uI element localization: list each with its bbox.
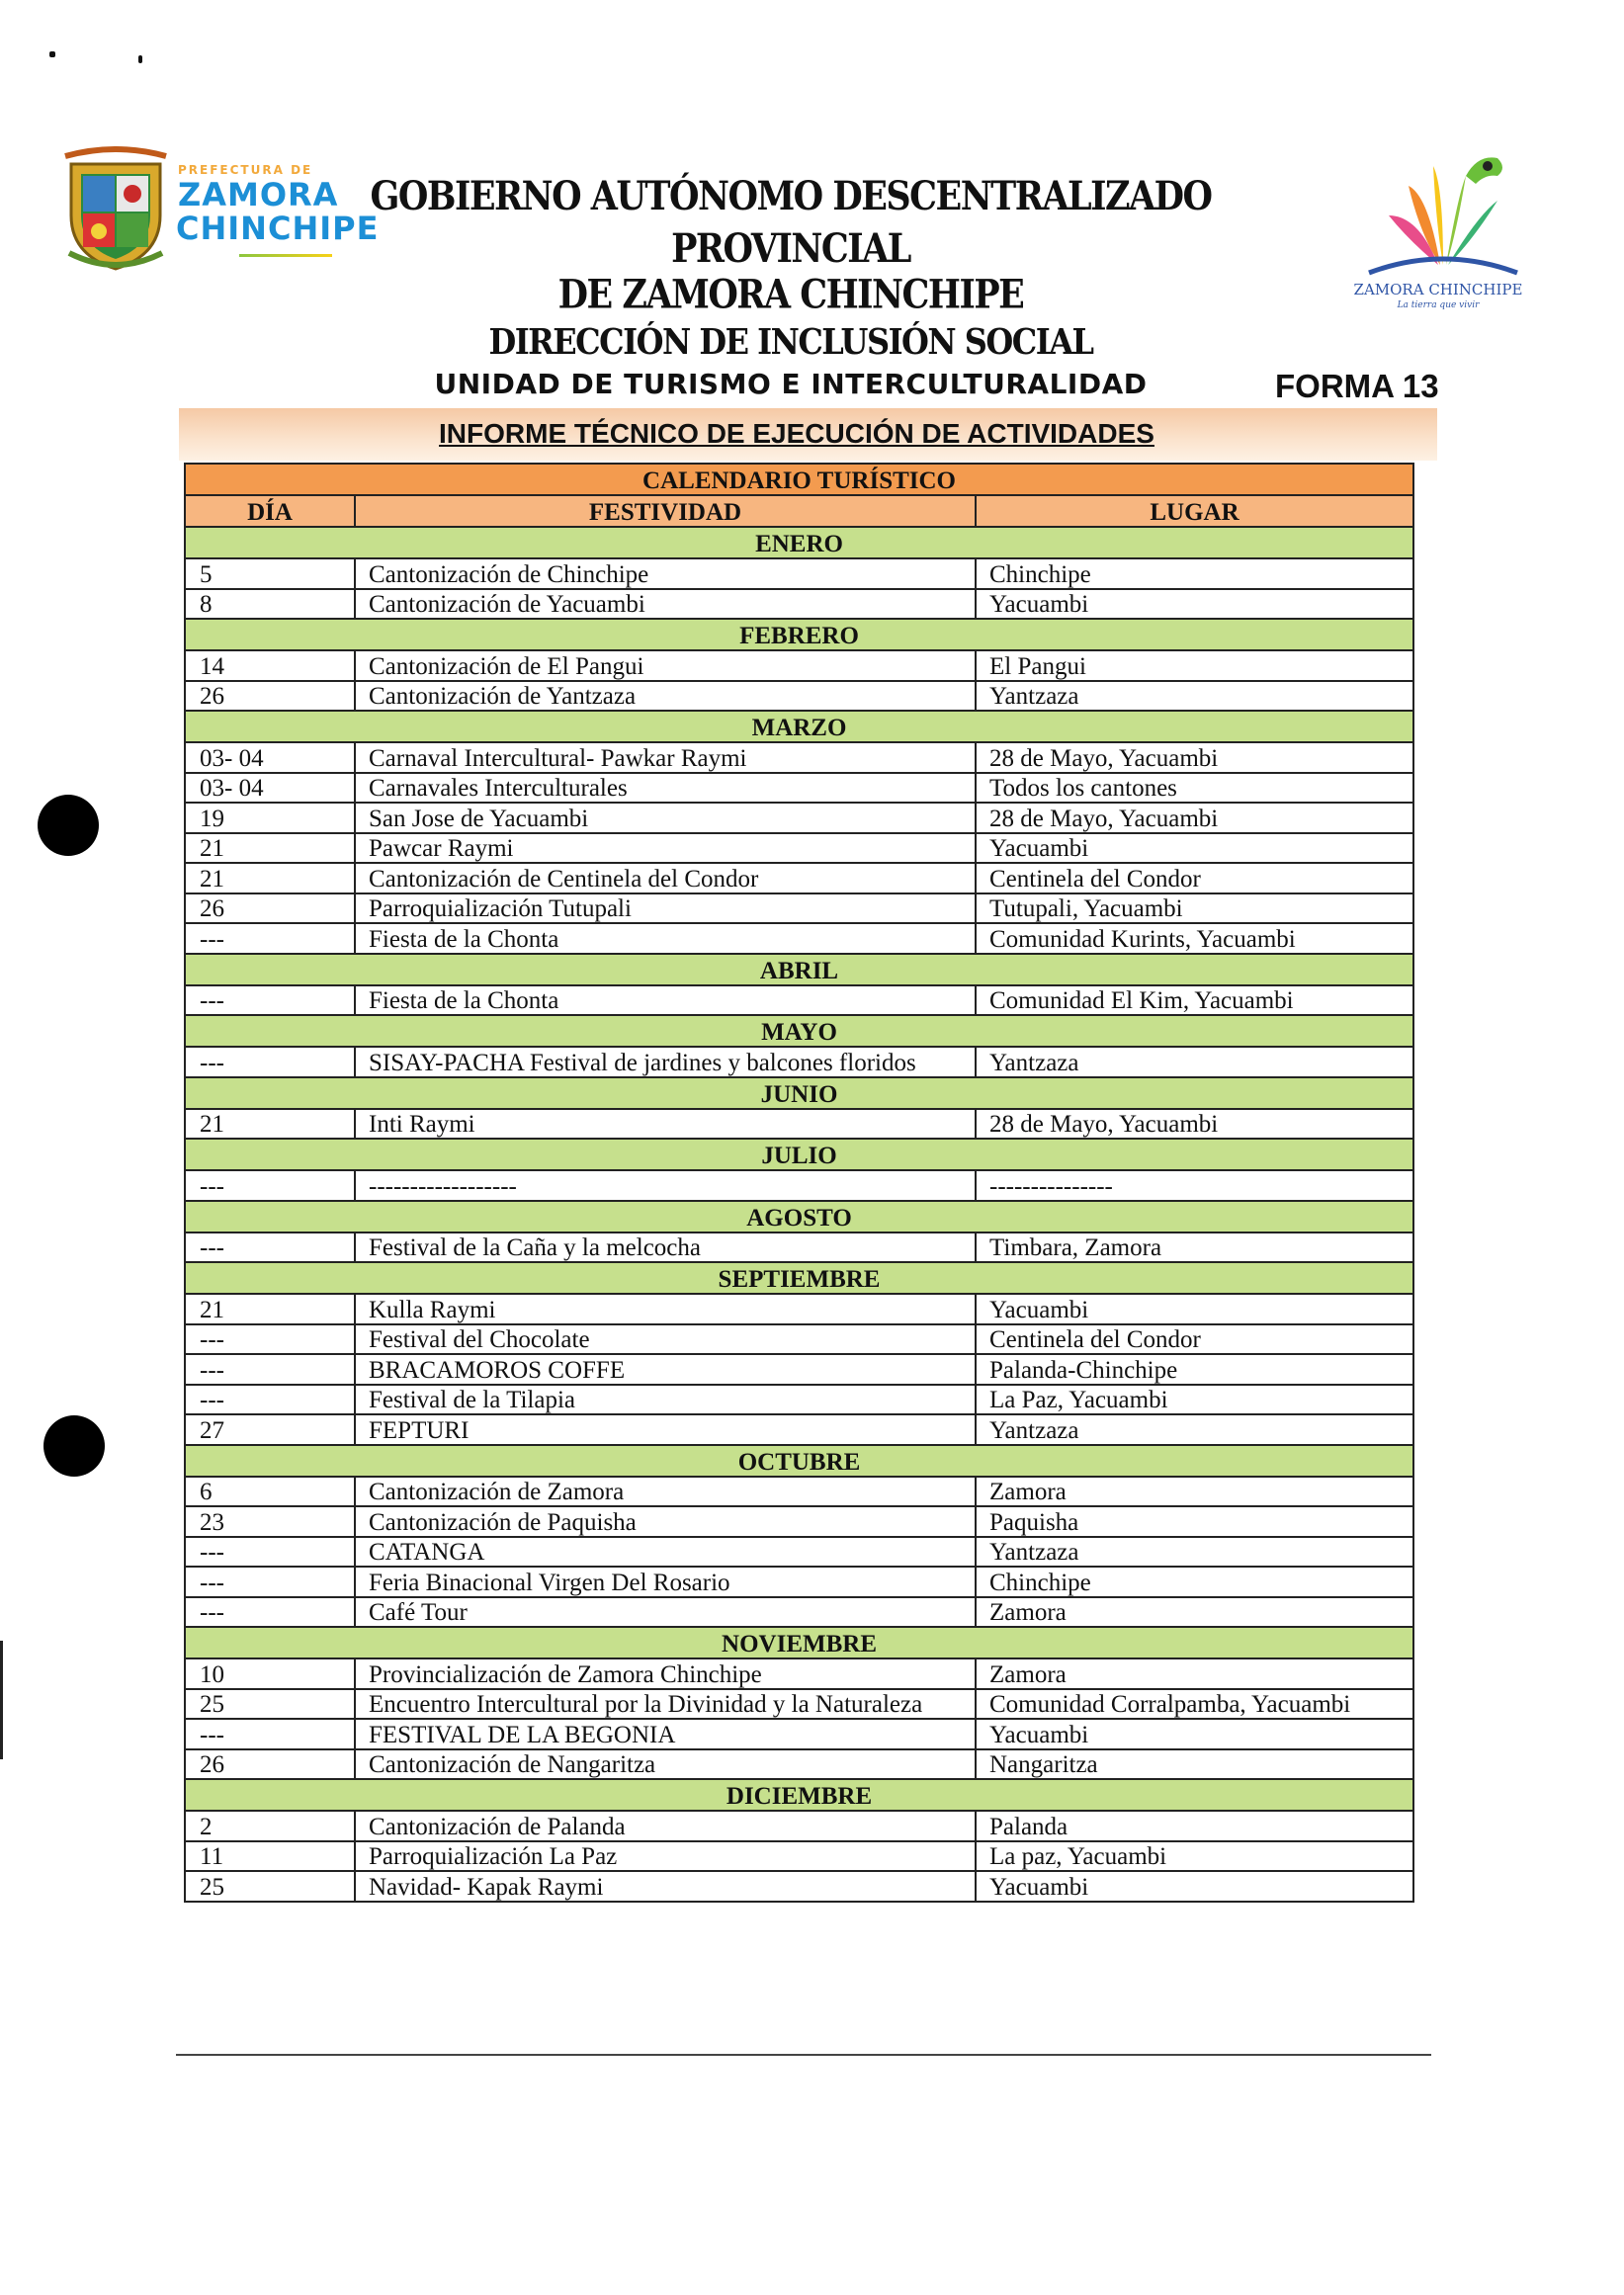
place-cell: Centinela del Condor	[976, 863, 1413, 893]
day-cell: ---	[185, 985, 355, 1016]
place-cell: La Paz, Yacuambi	[976, 1385, 1413, 1415]
place-cell: 28 de Mayo, Yacuambi	[976, 742, 1413, 773]
table-row	[185, 833, 1413, 864]
day-cell: 26	[185, 681, 355, 712]
month-name: MARZO	[185, 711, 1413, 742]
coat-of-arms-icon	[61, 146, 170, 275]
place-cell: Zamora	[976, 1658, 1413, 1689]
day-cell: ---	[185, 1567, 355, 1597]
festivity-cell: Carnaval Intercultural- Pawkar Raymi	[355, 742, 976, 773]
table-row	[185, 1841, 1413, 1872]
table-row	[185, 681, 1413, 712]
place-cell: Yacuambi	[976, 1871, 1413, 1902]
month-header-row	[185, 711, 1413, 742]
punch-hole	[43, 1415, 105, 1477]
place-cell: Tutupali, Yacuambi	[976, 893, 1413, 924]
place-cell: Yacuambi	[976, 1719, 1413, 1749]
place-cell: Yantzaza	[976, 1537, 1413, 1568]
festivity-cell: ------------------	[355, 1170, 976, 1201]
month-header-row	[185, 1627, 1413, 1658]
day-cell: 8	[185, 589, 355, 620]
table-row	[185, 1385, 1413, 1415]
column-header-lugar: LUGAR	[976, 495, 1413, 527]
punch-hole	[38, 795, 99, 856]
festivity-cell: Inti Raymi	[355, 1109, 976, 1140]
place-cell: Palanda	[976, 1811, 1413, 1841]
day-cell: 21	[185, 863, 355, 893]
place-cell: Chinchipe	[976, 558, 1413, 589]
table-row	[185, 1749, 1413, 1780]
day-cell: 21	[185, 833, 355, 864]
place-cell: Centinela del Condor	[976, 1324, 1413, 1355]
month-name: NOVIEMBRE	[185, 1627, 1413, 1658]
place-cell: Yantzaza	[976, 1047, 1413, 1077]
day-cell: 26	[185, 1749, 355, 1780]
logo-small-text: PREFECTURA DE	[178, 163, 313, 177]
table-row	[185, 923, 1413, 954]
festivity-cell: Navidad- Kapak Raymi	[355, 1871, 976, 1902]
brand-name: ZAMORA CHINCHIPE	[1353, 281, 1523, 298]
day-cell: 21	[185, 1109, 355, 1140]
table-row	[185, 1354, 1413, 1385]
month-name: DICIEMBRE	[185, 1779, 1413, 1811]
table-row	[185, 1170, 1413, 1201]
day-cell: 10	[185, 1658, 355, 1689]
festivity-cell: Cantonización de Palanda	[355, 1811, 976, 1841]
day-cell: 03- 04	[185, 742, 355, 773]
table-row	[185, 1477, 1413, 1507]
report-title: INFORME TÉCNICO DE EJECUCIÓN DE ACTIVIDADES	[439, 418, 1154, 449]
festivity-cell: Cantonización de Chinchipe	[355, 558, 976, 589]
place-cell: Palanda-Chinchipe	[976, 1354, 1413, 1385]
month-name: JUNIO	[185, 1077, 1413, 1109]
place-cell: Chinchipe	[976, 1567, 1413, 1597]
month-header-row	[185, 1201, 1413, 1232]
calendar-caption-row	[185, 464, 1413, 495]
table-row	[185, 1597, 1413, 1628]
day-cell: 26	[185, 893, 355, 924]
month-name: ABRIL	[185, 954, 1413, 985]
festivity-cell: Cantonización de Yacuambi	[355, 589, 976, 620]
table-row	[185, 1232, 1413, 1263]
festivity-cell: Parroquialización La Paz	[355, 1841, 976, 1872]
day-cell: ---	[185, 1170, 355, 1201]
festivity-cell: Festival del Chocolate	[355, 1324, 976, 1355]
column-header-row	[185, 495, 1413, 527]
place-cell: Yacuambi	[976, 833, 1413, 864]
day-cell: ---	[185, 1232, 355, 1263]
place-cell: 28 de Mayo, Yacuambi	[976, 1109, 1413, 1140]
place-cell: Comunidad Corralpamba, Yacuambi	[976, 1689, 1413, 1720]
column-header-festividad: FESTIVIDAD	[355, 495, 976, 527]
place-cell: Todos los cantones	[976, 773, 1413, 804]
place-cell: Yacuambi	[976, 589, 1413, 620]
month-name: FEBRERO	[185, 619, 1413, 650]
place-cell: Yantzaza	[976, 681, 1413, 712]
month-header-row	[185, 619, 1413, 650]
table-row	[185, 742, 1413, 773]
festivity-cell: San Jose de Yacuambi	[355, 803, 976, 833]
place-cell: El Pangui	[976, 650, 1413, 681]
day-cell: ---	[185, 1047, 355, 1077]
table-row	[185, 1689, 1413, 1720]
institution-title-line2: DE ZAMORA CHINCHIPE	[557, 271, 1024, 318]
festivity-cell: Cantonización de El Pangui	[355, 650, 976, 681]
month-header-row	[185, 1139, 1413, 1170]
scan-speck	[138, 55, 142, 63]
institution-title-line1: GOBIERNO AUTÓNOMO DESCENTRALIZADO PROVINCIAL	[370, 173, 1212, 273]
table-row	[185, 589, 1413, 620]
festivity-cell: Feria Binacional Virgen Del Rosario	[355, 1567, 976, 1597]
month-name: MAYO	[185, 1015, 1413, 1047]
day-cell: ---	[185, 1385, 355, 1415]
festivity-cell: Parroquialización Tutupali	[355, 893, 976, 924]
month-name: JULIO	[185, 1139, 1413, 1170]
place-cell: Nangaritza	[976, 1749, 1413, 1780]
festivity-cell: FESTIVAL DE LA BEGONIA	[355, 1719, 976, 1749]
table-row	[185, 1537, 1413, 1568]
place-cell: ---------------	[976, 1170, 1413, 1201]
festivity-cell: Cantonización de Zamora	[355, 1477, 976, 1507]
table-row	[185, 650, 1413, 681]
day-cell: 14	[185, 650, 355, 681]
report-title-bar	[179, 408, 1437, 461]
day-cell: 11	[185, 1841, 355, 1872]
day-cell: 5	[185, 558, 355, 589]
place-cell: La paz, Yacuambi	[976, 1841, 1413, 1872]
day-cell: ---	[185, 1324, 355, 1355]
month-header-row	[185, 954, 1413, 985]
month-name: AGOSTO	[185, 1201, 1413, 1232]
table-row	[185, 558, 1413, 589]
table-row	[185, 1719, 1413, 1749]
direction-title: DIRECCIÓN DE INCLUSIÓN SOCIAL	[488, 321, 1093, 363]
place-cell: Zamora	[976, 1477, 1413, 1507]
festivity-cell: Cantonización de Centinela del Condor	[355, 863, 976, 893]
month-name: OCTUBRE	[185, 1445, 1413, 1477]
institution-header	[297, 173, 1285, 401]
festivity-cell: Cantonización de Nangaritza	[355, 1749, 976, 1780]
tourism-calendar-table	[184, 463, 1414, 1903]
month-header-row	[185, 1445, 1413, 1477]
table-row	[185, 1567, 1413, 1597]
logo-name-line1: ZAMORA	[178, 176, 339, 213]
month-header-row	[185, 527, 1413, 558]
tourism-brand-logo	[1349, 146, 1527, 324]
day-cell: 6	[185, 1477, 355, 1507]
place-cell: Zamora	[976, 1597, 1413, 1628]
festivity-cell: Cantonización de Paquisha	[355, 1506, 976, 1537]
table-row	[185, 1047, 1413, 1077]
table-row	[185, 893, 1413, 924]
festivity-cell: Festival de la Tilapia	[355, 1385, 976, 1415]
month-header-row	[185, 1262, 1413, 1294]
scan-edge-mark	[0, 1641, 3, 1759]
place-cell: Comunidad Kurints, Yacuambi	[976, 923, 1413, 954]
month-header-row	[185, 1015, 1413, 1047]
day-cell: 2	[185, 1811, 355, 1841]
table-row	[185, 1811, 1413, 1841]
festivity-cell: SISAY-PACHA Festival de jardines y balcones floridos	[355, 1047, 976, 1077]
festivity-cell: Fiesta de la Chonta	[355, 923, 976, 954]
unit-title: UNIDAD DE TURISMO E INTERCULTURALIDAD	[434, 368, 1148, 400]
place-cell: Comunidad El Kim, Yacuambi	[976, 985, 1413, 1016]
festivity-cell: Fiesta de la Chonta	[355, 985, 976, 1016]
festivity-cell: Pawcar Raymi	[355, 833, 976, 864]
table-row	[185, 1109, 1413, 1140]
place-cell: Paquisha	[976, 1506, 1413, 1537]
day-cell: 03- 04	[185, 773, 355, 804]
festivity-cell: BRACAMOROS COFFE	[355, 1354, 976, 1385]
day-cell: 19	[185, 803, 355, 833]
table-row	[185, 1658, 1413, 1689]
month-header-row	[185, 1779, 1413, 1811]
day-cell: 27	[185, 1414, 355, 1445]
scan-speck	[49, 51, 55, 57]
table-row	[185, 1414, 1413, 1445]
table-row	[185, 863, 1413, 893]
festivity-cell: Kulla Raymi	[355, 1294, 976, 1324]
parrot-feathers-icon	[1349, 146, 1527, 285]
table-row	[185, 1294, 1413, 1324]
day-cell: ---	[185, 1537, 355, 1568]
day-cell: ---	[185, 923, 355, 954]
table-row	[185, 1324, 1413, 1355]
place-cell: Yantzaza	[976, 1414, 1413, 1445]
festivity-cell: Encuentro Intercultural por la Divinidad y la Naturaleza	[355, 1689, 976, 1720]
day-cell: 21	[185, 1294, 355, 1324]
day-cell: ---	[185, 1354, 355, 1385]
place-cell: Timbara, Zamora	[976, 1232, 1413, 1263]
day-cell: 25	[185, 1689, 355, 1720]
festivity-cell: Provincialización de Zamora Chinchipe	[355, 1658, 976, 1689]
festivity-cell: Festival de la Caña y la melcocha	[355, 1232, 976, 1263]
festivity-cell: Carnavales Interculturales	[355, 773, 976, 804]
place-cell: Yacuambi	[976, 1294, 1413, 1324]
day-cell: ---	[185, 1719, 355, 1749]
form-number: FORMA 13	[1275, 368, 1439, 404]
logo-name-line2: CHINCHIPE	[176, 210, 380, 247]
calendar-caption: CALENDARIO TURÍSTICO	[185, 464, 1413, 495]
table-row	[185, 1871, 1413, 1902]
day-cell: 23	[185, 1506, 355, 1537]
month-name: ENERO	[185, 527, 1413, 558]
table-row	[185, 773, 1413, 804]
table-row	[185, 803, 1413, 833]
footer-rule	[176, 2054, 1431, 2056]
table-row	[185, 985, 1413, 1016]
month-header-row	[185, 1077, 1413, 1109]
place-cell: 28 de Mayo, Yacuambi	[976, 803, 1413, 833]
table-row	[185, 1506, 1413, 1537]
column-header-dia: DÍA	[185, 495, 355, 527]
festivity-cell: FEPTURI	[355, 1414, 976, 1445]
festivity-cell: CATANGA	[355, 1537, 976, 1568]
brand-tagline: La tierra que vivir	[1397, 300, 1480, 310]
month-name: SEPTIEMBRE	[185, 1262, 1413, 1294]
festivity-cell: Cantonización de Yantzaza	[355, 681, 976, 712]
day-cell: 25	[185, 1871, 355, 1902]
day-cell: ---	[185, 1597, 355, 1628]
festivity-cell: Café Tour	[355, 1597, 976, 1628]
